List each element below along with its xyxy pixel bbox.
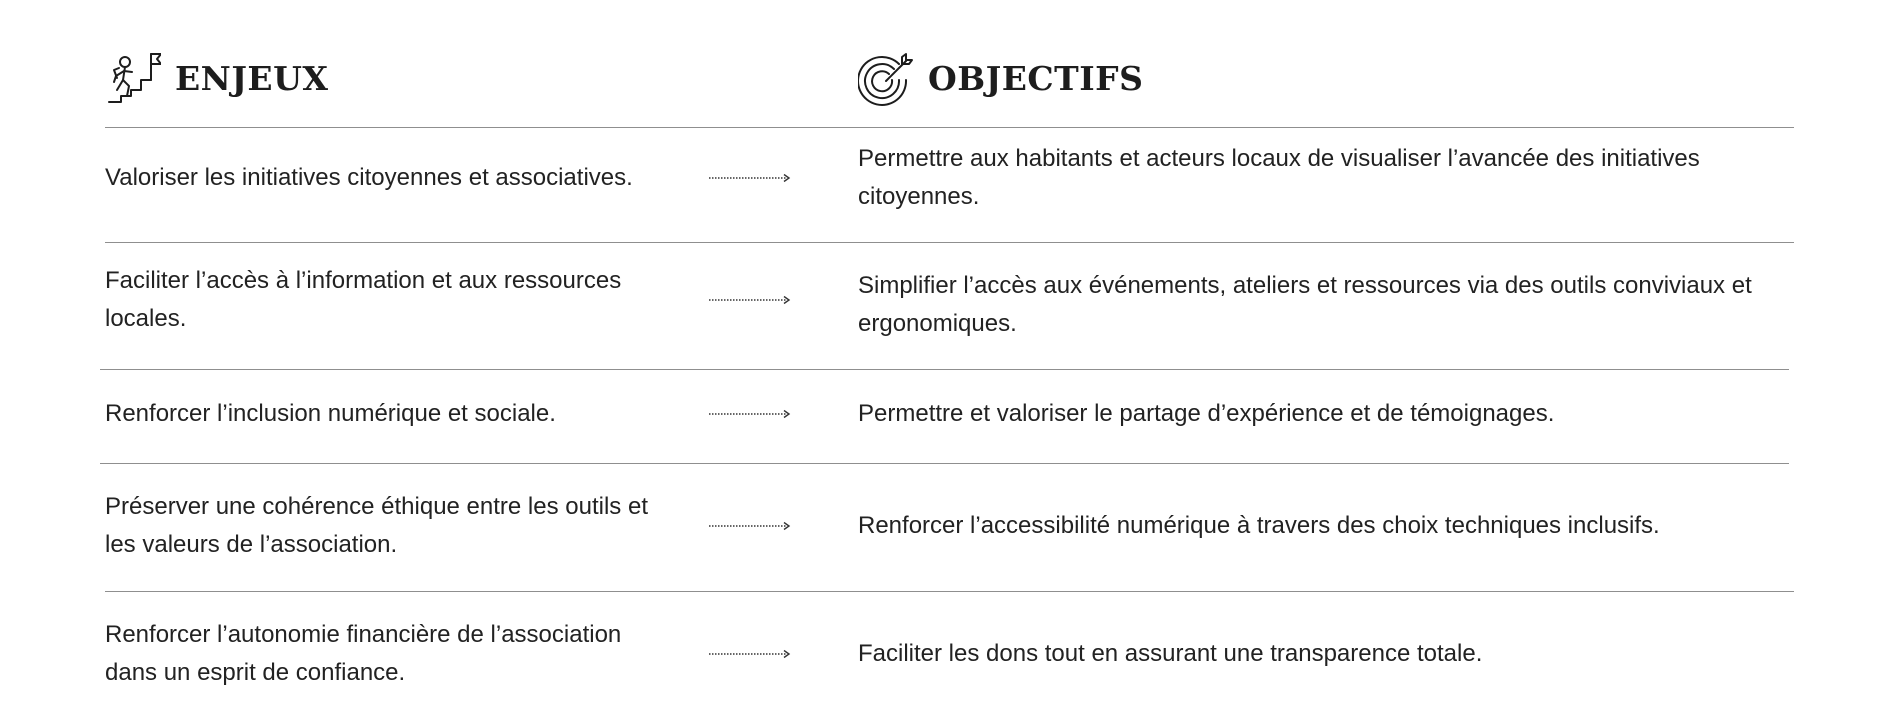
divider xyxy=(105,127,1794,128)
dotted-arrow-icon xyxy=(708,140,792,216)
divider xyxy=(105,591,1794,592)
objectif-text: Faciliter les dons tout en assurant une transparence totale. xyxy=(858,640,1483,667)
divider xyxy=(100,463,1789,464)
target-arrow-icon xyxy=(858,50,914,106)
dotted-arrow-icon xyxy=(708,616,792,692)
enjeu-text: Faciliter l’accès à l’information et aux ressources locales. xyxy=(105,267,622,332)
dotted-arrow-icon xyxy=(708,488,792,564)
objectifs-header xyxy=(858,50,1143,106)
objectif-text: Renforcer l’accessibilité numérique à travers des choix techniques inclusifs. xyxy=(858,512,1660,539)
enjeu-text: Valoriser les initiatives citoyennes et associatives. xyxy=(105,164,633,191)
dotted-arrow-icon xyxy=(708,262,792,338)
enjeu-text: Préserver une cohérence éthique entre les outils et les valeurs de l’association. xyxy=(105,493,648,558)
enjeux-title: ENJEUX xyxy=(175,58,329,98)
objectif-text: Simplifier l’accès aux événements, ateliers et ressources via des outils conviviaux et ergonomiques. xyxy=(858,272,1752,337)
divider xyxy=(105,242,1794,243)
enjeux-header xyxy=(105,50,328,106)
divider xyxy=(100,369,1789,370)
objectif-text: Permettre et valoriser le partage d’expérience et de témoignages. xyxy=(858,400,1555,427)
enjeu-text: Renforcer l’inclusion numérique et sociale. xyxy=(105,400,556,427)
climber-flag-icon xyxy=(105,50,161,106)
objectif-text: Permettre aux habitants et acteurs locaux de visualiser l’avancée des initiatives citoyennes. xyxy=(858,145,1700,210)
enjeu-text: Renforcer l’autonomie financière de l’association dans un esprit de confiance. xyxy=(105,621,622,686)
objectifs-title: OBJECTIFS xyxy=(928,58,1144,98)
dotted-arrow-icon xyxy=(708,395,792,433)
